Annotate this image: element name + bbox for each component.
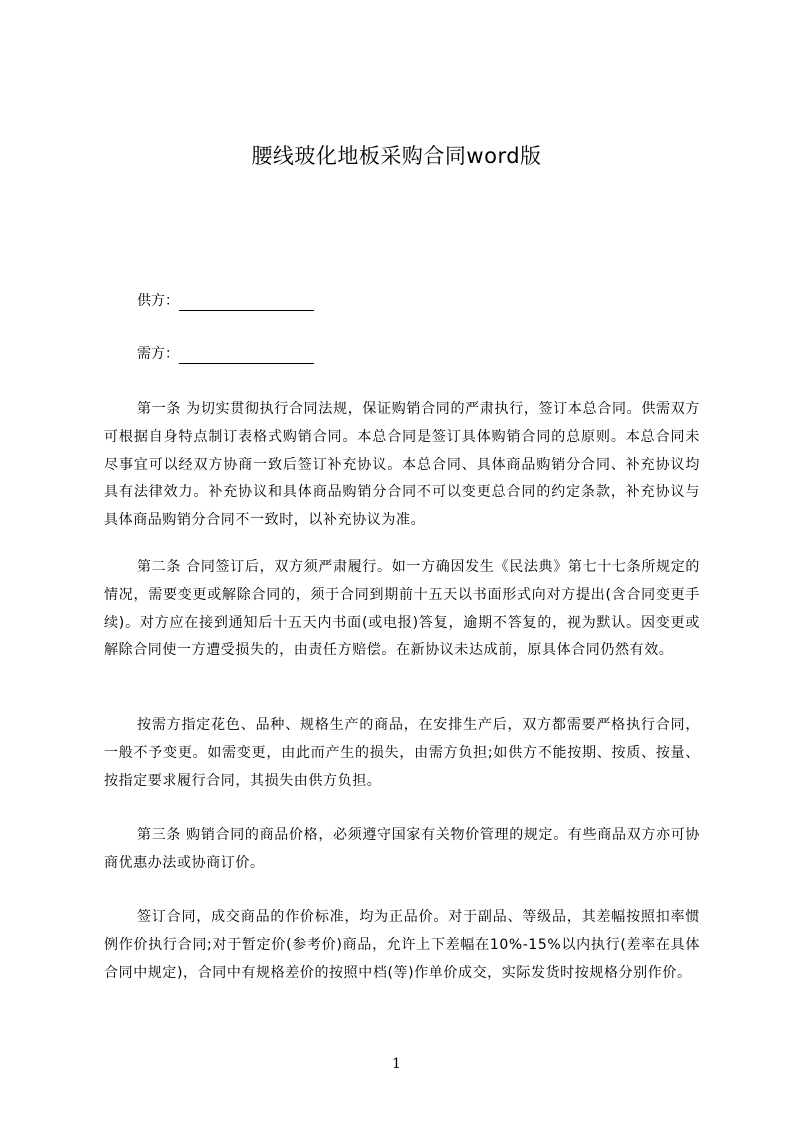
supplier-label: 供方： bbox=[137, 293, 179, 309]
article-2-paragraph: 第二条 合同签订后，双方须严肃履行。如一方确因发生《民法典》第七十七条所规定的情况，需要变更或解除合同的，须于合同到期前十五天以书面形式向对方提出(含合同变更手续)。对方应在接到通知后十五天内书面(或电报)答复，逾期不答复的，视为默认。因变更或解除合同使一方遭受损失的，由责任方赔偿。在新协议未达成前，原具体合同仍然有效。 bbox=[104, 559, 700, 659]
article-1-paragraph: 第一条 为切实贯彻执行合同法规，保证购销合同的严肃执行，签订本总合同。供需双方可根据自身特点制订表格式购销合同。本总合同是签订具体购销合同的总原则。本总合同未尽事宜可以经双方协商一致后签订补充协议。本总合同、具体商品购销分合同、补充协议均具有法律效力。补充协议和具体商品购销分合同不可以变更总合同的约定条款，补充协议与具体商品购销分合同不一致时，以补充协议为准。 bbox=[104, 401, 700, 529]
supplier-line bbox=[137, 291, 314, 311]
page-number: 1 bbox=[392, 1056, 401, 1072]
document-title: 腰线玻化地板采购合同word版 bbox=[251, 144, 542, 168]
pricing-standard-paragraph: 签订合同，成交商品的作价标准，均为正品价。对于副品、等级品，其差幅按照扣率惯例作价执行合同;对于暂定价(参考价)商品，允许上下差幅在10%-15%以内执行(差率在具体合同中规定)，合同中有规格差价的按照中档(等)作单价成交，实际发货时按规格分别作价。 bbox=[104, 909, 700, 981]
custom-goods-paragraph: 按需方指定花色、品种、规格生产的商品，在安排生产后，双方都需要严格执行合同，一般不予变更。如需变更，由此而产生的损失，由需方负担;如供方不能按期、按质、按量、按指定要求履行合同，其损失由供方负担。 bbox=[104, 717, 700, 789]
supplier-blank-line bbox=[179, 297, 314, 311]
article-3-paragraph: 第三条 购销合同的商品价格，必须遵守国家有关物价管理的规定。有些商品双方亦可协商优惠办法或协商订价。 bbox=[104, 827, 700, 871]
buyer-blank-line bbox=[179, 350, 314, 364]
buyer-line bbox=[137, 344, 314, 364]
buyer-label: 需方： bbox=[137, 346, 179, 362]
